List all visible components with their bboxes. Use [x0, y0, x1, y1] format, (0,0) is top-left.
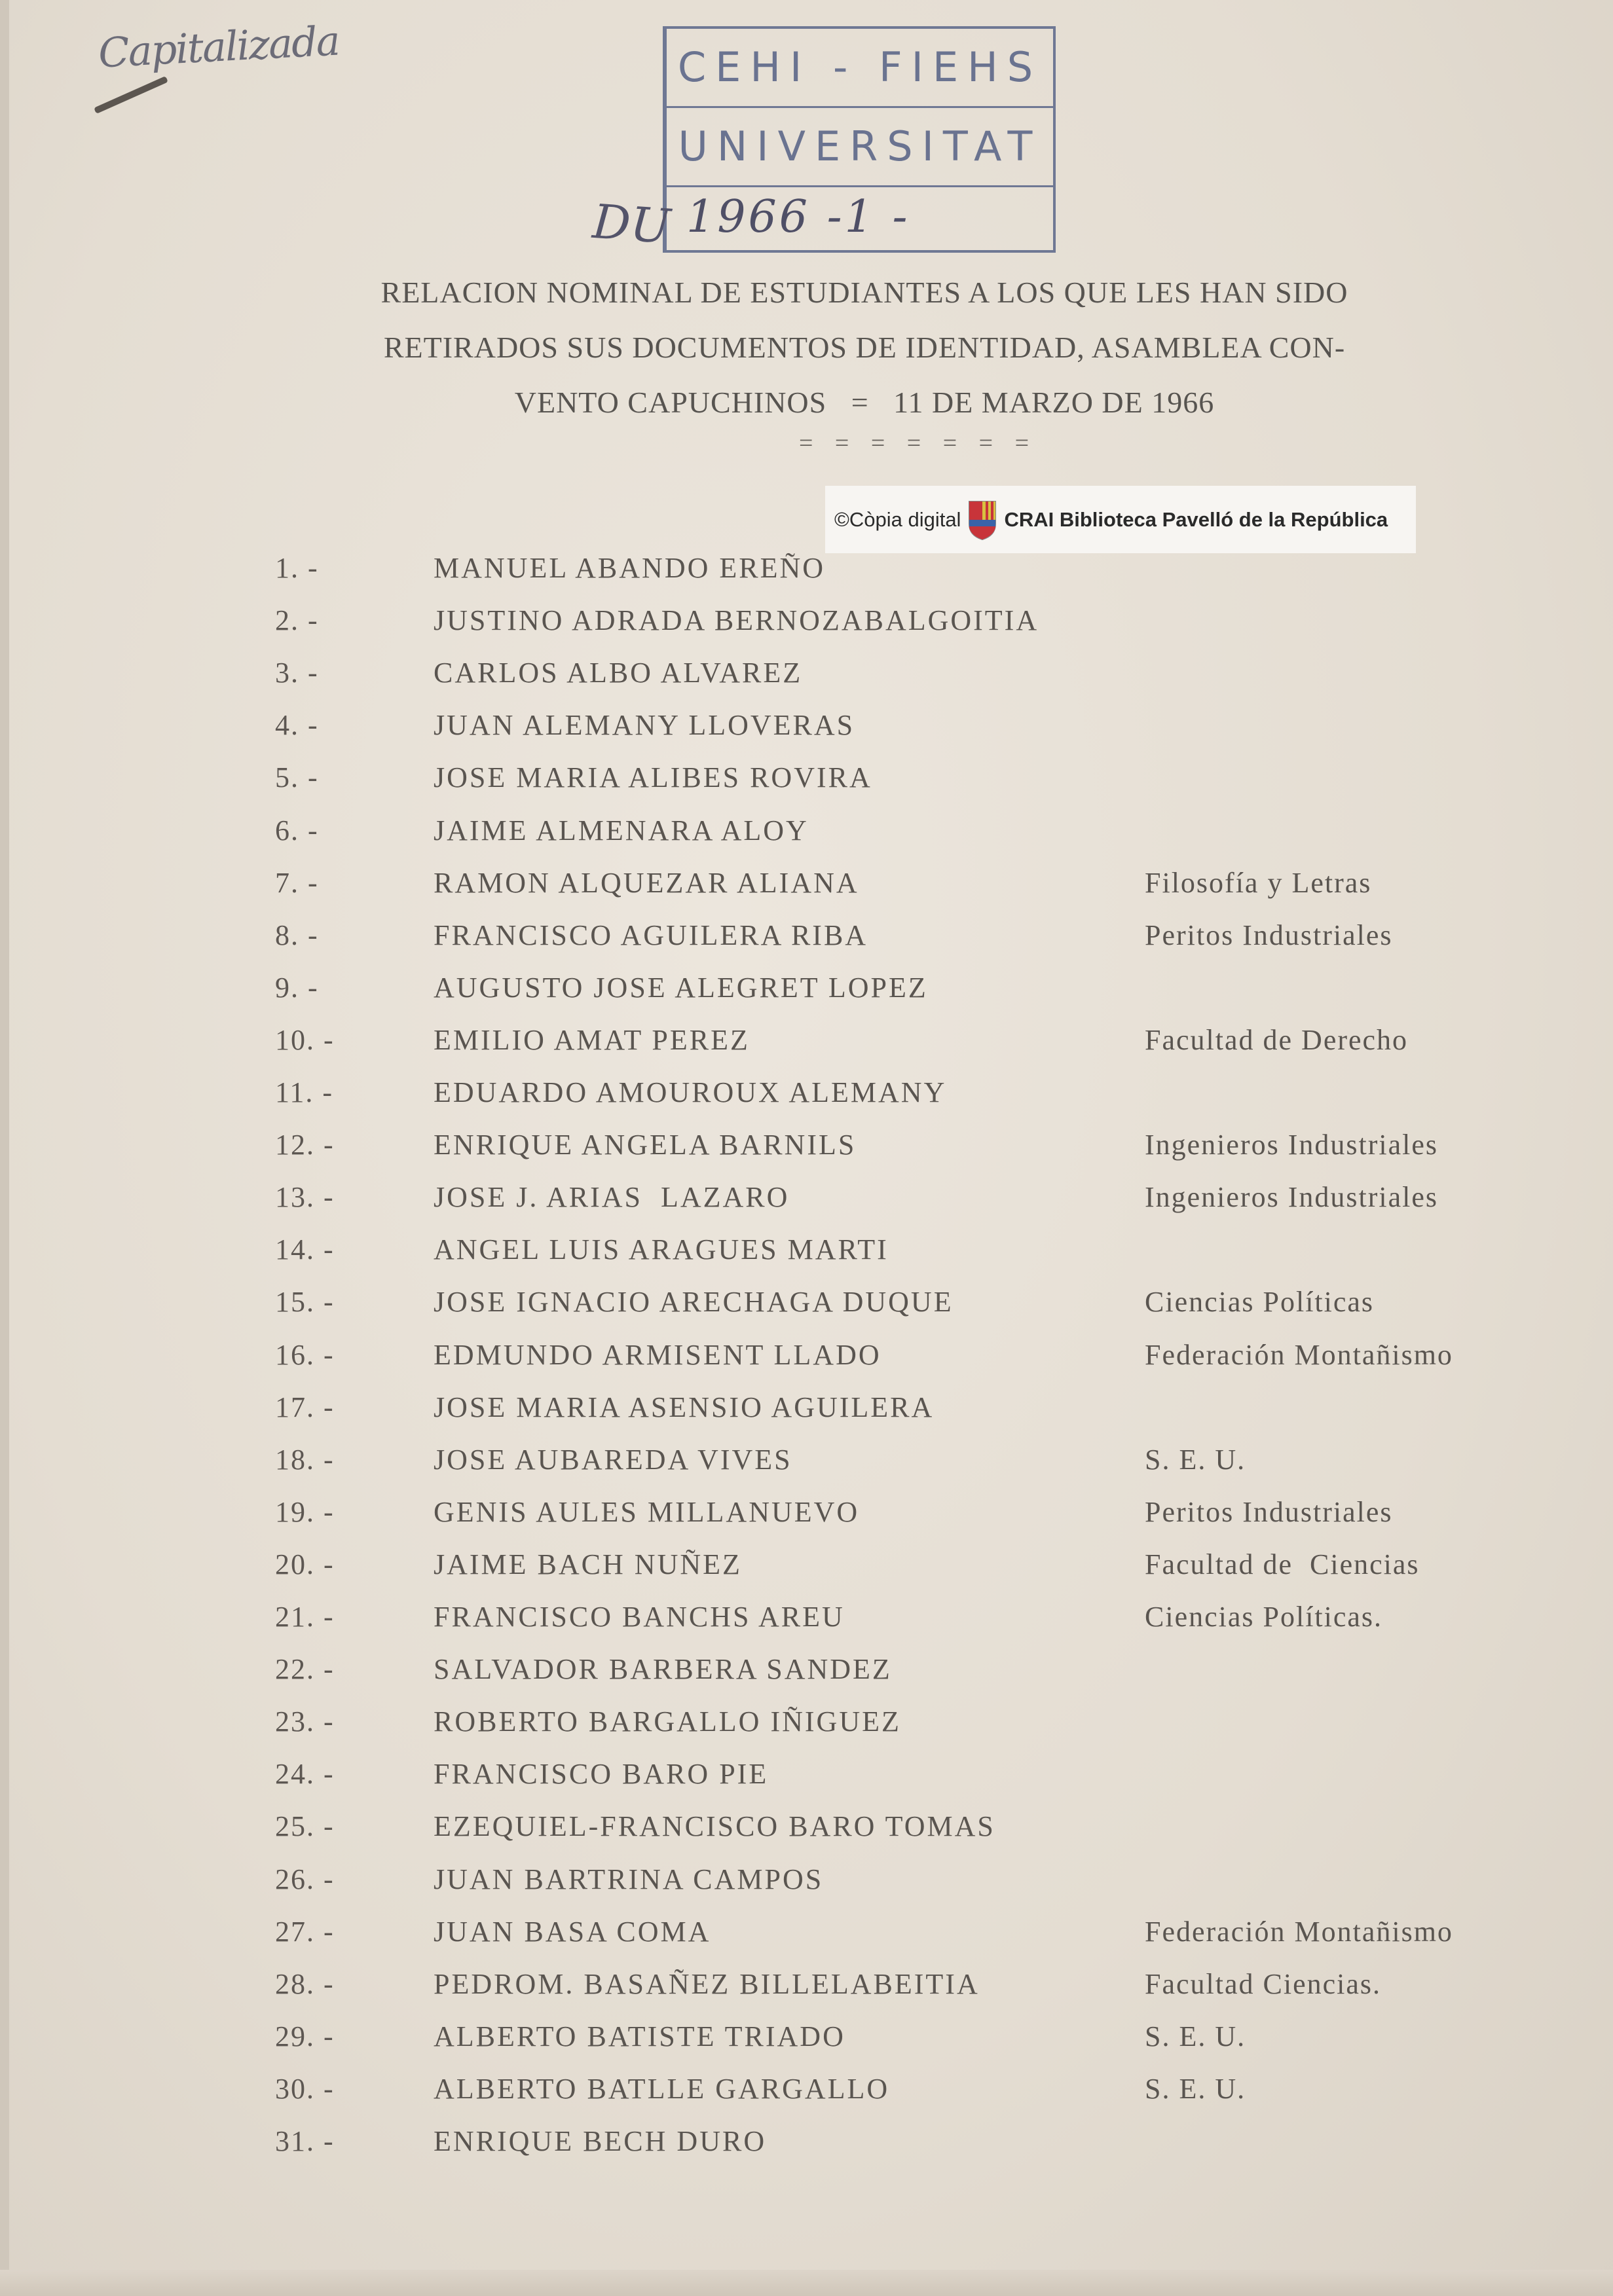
- student-name: SALVADOR BARBERA SANDEZ: [434, 1653, 892, 1685]
- student-affiliation: Peritos Industriales: [1145, 1496, 1393, 1528]
- student-name: JUSTINO ADRADA BERNOZABALGOITIA: [434, 604, 1039, 636]
- student-row: [0, 971, 1613, 1023]
- student-name: RAMON ALQUEZAR ALIANA: [434, 867, 859, 899]
- student-number: 10. -: [275, 1024, 335, 1056]
- stamp-line-2: UNIVERSITAT: [667, 108, 1053, 187]
- student-name: ALBERTO BATISTE TRIADO: [434, 2020, 845, 2052]
- crai-shield-icon: [967, 499, 997, 541]
- student-number: 1. -: [275, 552, 319, 584]
- student-row: [0, 1233, 1613, 1285]
- student-number: 12. -: [275, 1129, 335, 1161]
- student-number: 9. -: [275, 972, 319, 1004]
- student-name: ROBERTO BARGALLO IÑIGUEZ: [434, 1705, 901, 1738]
- student-name: JUAN BARTRINA CAMPOS: [434, 1863, 824, 1895]
- student-number: 11. -: [275, 1076, 334, 1108]
- student-number: 25. -: [275, 1810, 335, 1842]
- student-name: EDUARDO AMOUROUX ALEMANY: [434, 1076, 947, 1108]
- student-number: 16. -: [275, 1339, 335, 1371]
- student-affiliation: S. E. U.: [1145, 1444, 1246, 1476]
- stamp-line-3: 1966 -1 -: [686, 191, 910, 243]
- student-row: [0, 2124, 1613, 2177]
- student-name: ENRIQUE ANGELA BARNILS: [434, 1129, 857, 1161]
- student-affiliation: S. E. U.: [1145, 2073, 1246, 2105]
- student-name: AUGUSTO JOSE ALEGRET LOPEZ: [434, 972, 928, 1004]
- student-affiliation: Ingenieros Industriales: [1145, 1181, 1438, 1213]
- stamp-margin-mark: DU: [591, 193, 673, 255]
- watermark-left-text: ©Còpia digital: [834, 507, 961, 531]
- student-number: 7. -: [275, 867, 319, 899]
- student-row: [0, 1023, 1613, 1076]
- student-affiliation: Peritos Industriales: [1145, 919, 1393, 951]
- student-number: 31. -: [275, 2125, 335, 2157]
- student-row: [0, 1391, 1613, 1443]
- student-row: [0, 1443, 1613, 1495]
- title-line-2: RETIRADOS SUS DOCUMENTOS DE IDENTIDAD, ASAMBLEA CON-: [383, 331, 1346, 364]
- title-separator: = = = = = = =: [799, 429, 1037, 457]
- student-name: JOSE AUBAREDA VIVES: [434, 1444, 792, 1476]
- student-affiliation: Federación Montañismo: [1145, 1916, 1453, 1948]
- archive-stamp: [663, 26, 1056, 253]
- student-row: [0, 1810, 1613, 1862]
- student-affiliation: Facultad de Derecho: [1145, 1024, 1409, 1056]
- student-name: FRANCISCO BANCHS AREU: [434, 1601, 845, 1633]
- student-number: 14. -: [275, 1233, 335, 1266]
- student-row: [0, 1495, 1613, 1548]
- student-row: [0, 866, 1613, 919]
- student-row: [0, 1757, 1613, 1810]
- student-affiliation: Federación Montañismo: [1145, 1339, 1453, 1371]
- student-name: CARLOS ALBO ALVAREZ: [434, 657, 803, 689]
- page-edge-bottom: [0, 2270, 1613, 2296]
- student-number: 3. -: [275, 657, 319, 689]
- student-affiliation: Ciencias Políticas.: [1145, 1601, 1383, 1633]
- student-row: [0, 2020, 1613, 2072]
- stamp-line-1: CEHI - FIEHS: [667, 29, 1053, 108]
- student-row: [0, 604, 1613, 656]
- student-row: [0, 814, 1613, 866]
- student-name: FRANCISCO BARO PIE: [434, 1758, 769, 1790]
- student-number: 8. -: [275, 919, 319, 951]
- student-row: [0, 1705, 1613, 1757]
- student-affiliation: Filosofía y Letras: [1145, 867, 1372, 899]
- watermark-right-text: CRAI Biblioteca Pavelló de la República: [1004, 507, 1388, 531]
- staple-mark: [94, 76, 168, 114]
- student-row: [0, 551, 1613, 604]
- student-name: FRANCISCO AGUILERA RIBA: [434, 919, 868, 951]
- student-name: JAIME ALMENARA ALOY: [434, 814, 809, 847]
- student-affiliation: Facultad de Ciencias: [1145, 1548, 1420, 1580]
- student-row: [0, 1967, 1613, 2020]
- student-number: 19. -: [275, 1496, 335, 1528]
- student-affiliation: Facultad Ciencias.: [1145, 1968, 1382, 2000]
- student-name: EZEQUIEL-FRANCISCO BARO TOMAS: [434, 1810, 995, 1842]
- student-number: 4. -: [275, 709, 319, 741]
- student-number: 17. -: [275, 1391, 335, 1423]
- handwritten-note: Capitalizada: [97, 16, 341, 77]
- student-number: 21. -: [275, 1601, 335, 1633]
- student-number: 24. -: [275, 1758, 335, 1790]
- student-name: PEDROM. BASAÑEZ BILLELABEITIA: [434, 1968, 980, 2000]
- student-row: [0, 1548, 1613, 1600]
- student-row: [0, 1338, 1613, 1391]
- student-affiliation: Ingenieros Industriales: [1145, 1129, 1438, 1161]
- student-name: JOSE IGNACIO ARECHAGA DUQUE: [434, 1286, 954, 1318]
- title-line-3: VENTO CAPUCHINOS = 11 DE MARZO DE 1966: [514, 386, 1215, 419]
- student-row: [0, 919, 1613, 971]
- student-row: [0, 1863, 1613, 1915]
- student-number: 2. -: [275, 604, 319, 636]
- student-row: [0, 656, 1613, 708]
- student-name: EMILIO AMAT PEREZ: [434, 1024, 750, 1056]
- student-row: [0, 761, 1613, 813]
- student-number: 22. -: [275, 1653, 335, 1685]
- student-name: JUAN BASA COMA: [434, 1916, 711, 1948]
- student-name: JOSE MARIA ALIBES ROVIRA: [434, 761, 872, 793]
- student-name: ALBERTO BATLLE GARGALLO: [434, 2073, 890, 2105]
- student-row: [0, 1915, 1613, 1967]
- student-number: 5. -: [275, 761, 319, 793]
- student-number: 29. -: [275, 2020, 335, 2052]
- student-row: [0, 1076, 1613, 1128]
- student-name: JUAN ALEMANY LLOVERAS: [434, 709, 855, 741]
- student-row: [0, 708, 1613, 761]
- document-title: [275, 265, 1454, 430]
- student-number: 20. -: [275, 1548, 335, 1580]
- student-number: 23. -: [275, 1705, 335, 1738]
- student-row: [0, 1652, 1613, 1705]
- student-number: 6. -: [275, 814, 319, 847]
- student-number: 15. -: [275, 1286, 335, 1318]
- student-row: [0, 1285, 1613, 1338]
- student-number: 28. -: [275, 1968, 335, 2000]
- student-number: 27. -: [275, 1916, 335, 1948]
- student-affiliation: S. E. U.: [1145, 2020, 1246, 2052]
- student-name: MANUEL ABANDO EREÑO: [434, 552, 826, 584]
- student-name: ANGEL LUIS ARAGUES MARTI: [434, 1233, 889, 1266]
- student-number: 18. -: [275, 1444, 335, 1476]
- student-name: JAIME BACH NUÑEZ: [434, 1548, 742, 1580]
- student-row: [0, 1128, 1613, 1180]
- student-number: 26. -: [275, 1863, 335, 1895]
- student-number: 30. -: [275, 2073, 335, 2105]
- student-name: ENRIQUE BECH DURO: [434, 2125, 767, 2157]
- student-name: JOSE J. ARIAS LAZARO: [434, 1181, 790, 1213]
- student-affiliation: Ciencias Políticas: [1145, 1286, 1375, 1318]
- student-row: [0, 2072, 1613, 2124]
- student-name: EDMUNDO ARMISENT LLADO: [434, 1339, 881, 1371]
- student-number: 13. -: [275, 1181, 335, 1213]
- title-line-1: RELACION NOMINAL DE ESTUDIANTES A LOS QUE LES HAN SIDO: [380, 276, 1348, 309]
- student-name: GENIS AULES MILLANUEVO: [434, 1496, 860, 1528]
- student-name: JOSE MARIA ASENSIO AGUILERA: [434, 1391, 935, 1423]
- student-row: [0, 1600, 1613, 1652]
- student-row: [0, 1180, 1613, 1233]
- digital-copy-watermark: [825, 486, 1416, 553]
